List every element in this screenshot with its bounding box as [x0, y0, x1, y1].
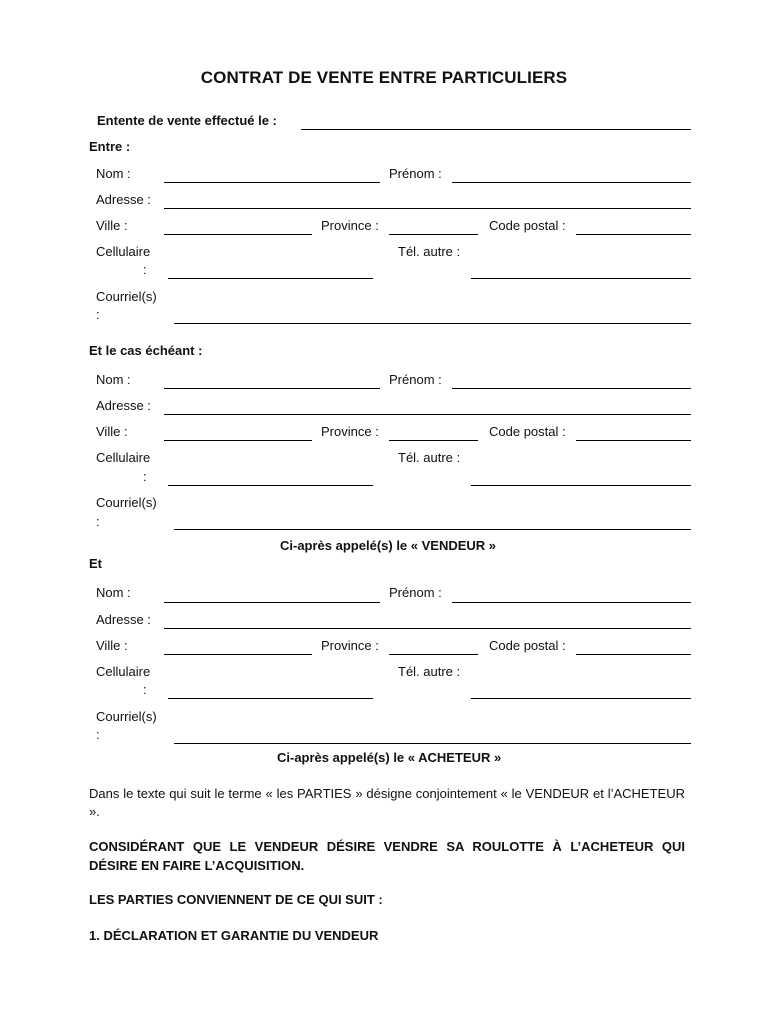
entre-label: Entre : [89, 139, 131, 154]
parties-paragraph: Dans le texte qui suit le terme « les PARTIES » désigne conjointement « le VENDEUR et l’ACHETEUR ». [89, 786, 685, 819]
entente-label: Entente de vente effectué le : [97, 113, 277, 128]
courriel-line[interactable] [174, 323, 691, 324]
tel-autre-line[interactable] [471, 278, 691, 279]
province-label: Province : [321, 218, 379, 233]
acheteur-caption: Ci-après appelé(s) le « ACHETEUR » [277, 750, 502, 765]
tel-autre-line[interactable] [471, 698, 691, 699]
adresse-line[interactable] [164, 414, 691, 415]
ville-line[interactable] [164, 654, 312, 655]
section-1-heading: 1. DÉCLARATION ET GARANTIE DU VENDEUR [89, 928, 379, 943]
code-postal-line[interactable] [576, 234, 691, 235]
cellulaire-line[interactable] [168, 698, 373, 699]
code-postal-label: Code postal : [489, 218, 566, 233]
adresse-label: Adresse : [96, 192, 151, 207]
courriel-line[interactable] [174, 743, 691, 744]
ville-line[interactable] [164, 440, 312, 441]
prenom-label: Prénom : [389, 372, 442, 387]
cellulaire-label: Cellulaire [96, 450, 151, 465]
courriel-colon: : [96, 727, 100, 742]
tel-autre-label: Tél. autre : [398, 244, 461, 259]
entente-date-line[interactable] [301, 129, 691, 130]
cellulaire-label: Cellulaire [96, 664, 151, 679]
courriel-colon: : [96, 514, 100, 529]
code-postal-label: Code postal : [489, 424, 566, 439]
vendeur-caption: Ci-après appelé(s) le « VENDEUR » [280, 538, 497, 553]
prenom-label: Prénom : [389, 585, 442, 600]
courriel-label: Courriel(s) [96, 289, 157, 304]
courriel-label: Courriel(s) [96, 495, 157, 510]
ville-label: Ville : [96, 218, 128, 233]
cellulaire-line[interactable] [168, 485, 373, 486]
prenom-line[interactable] [452, 388, 691, 389]
cellulaire-colon: : [143, 262, 147, 277]
cellulaire-line[interactable] [168, 278, 373, 279]
province-line[interactable] [389, 654, 478, 655]
nom-label: Nom : [96, 166, 131, 181]
tel-autre-line[interactable] [471, 485, 691, 486]
cellulaire-colon: : [143, 469, 147, 484]
et-le-cas-label: Et le cas échéant : [89, 343, 203, 358]
courriel-colon: : [96, 307, 100, 322]
nom-label: Nom : [96, 372, 131, 387]
province-line[interactable] [389, 440, 478, 441]
adresse-line[interactable] [164, 208, 691, 209]
et-label: Et [89, 556, 102, 571]
considerant-paragraph: CONSIDÉRANT QUE LE VENDEUR DÉSIRE VENDRE SA ROULOTTE À L’ACHETEUR QUI DÉSIRE EN FAIRE L’ACQUISITION. [89, 839, 685, 873]
prenom-label: Prénom : [389, 166, 442, 181]
nom-line[interactable] [164, 388, 380, 389]
code-postal-line[interactable] [576, 440, 691, 441]
province-line[interactable] [389, 234, 478, 235]
ville-label: Ville : [96, 638, 128, 653]
adresse-label: Adresse : [96, 612, 151, 627]
province-label: Province : [321, 424, 379, 439]
cellulaire-label: Cellulaire [96, 244, 151, 259]
courriel-line[interactable] [174, 529, 691, 530]
document-title: CONTRAT DE VENTE ENTRE PARTICULIERS [200, 68, 568, 87]
nom-label: Nom : [96, 585, 131, 600]
nom-line[interactable] [164, 182, 380, 183]
adresse-label: Adresse : [96, 398, 151, 413]
adresse-line[interactable] [164, 628, 691, 629]
code-postal-label: Code postal : [489, 638, 566, 653]
ville-line[interactable] [164, 234, 312, 235]
nom-line[interactable] [164, 602, 380, 603]
prenom-line[interactable] [452, 602, 691, 603]
code-postal-line[interactable] [576, 654, 691, 655]
conviennent-heading: LES PARTIES CONVIENNENT DE CE QUI SUIT : [89, 892, 383, 907]
cellulaire-colon: : [143, 682, 147, 697]
prenom-line[interactable] [452, 182, 691, 183]
ville-label: Ville : [96, 424, 128, 439]
province-label: Province : [321, 638, 379, 653]
tel-autre-label: Tél. autre : [398, 450, 461, 465]
tel-autre-label: Tél. autre : [398, 664, 461, 679]
courriel-label: Courriel(s) [96, 709, 157, 724]
